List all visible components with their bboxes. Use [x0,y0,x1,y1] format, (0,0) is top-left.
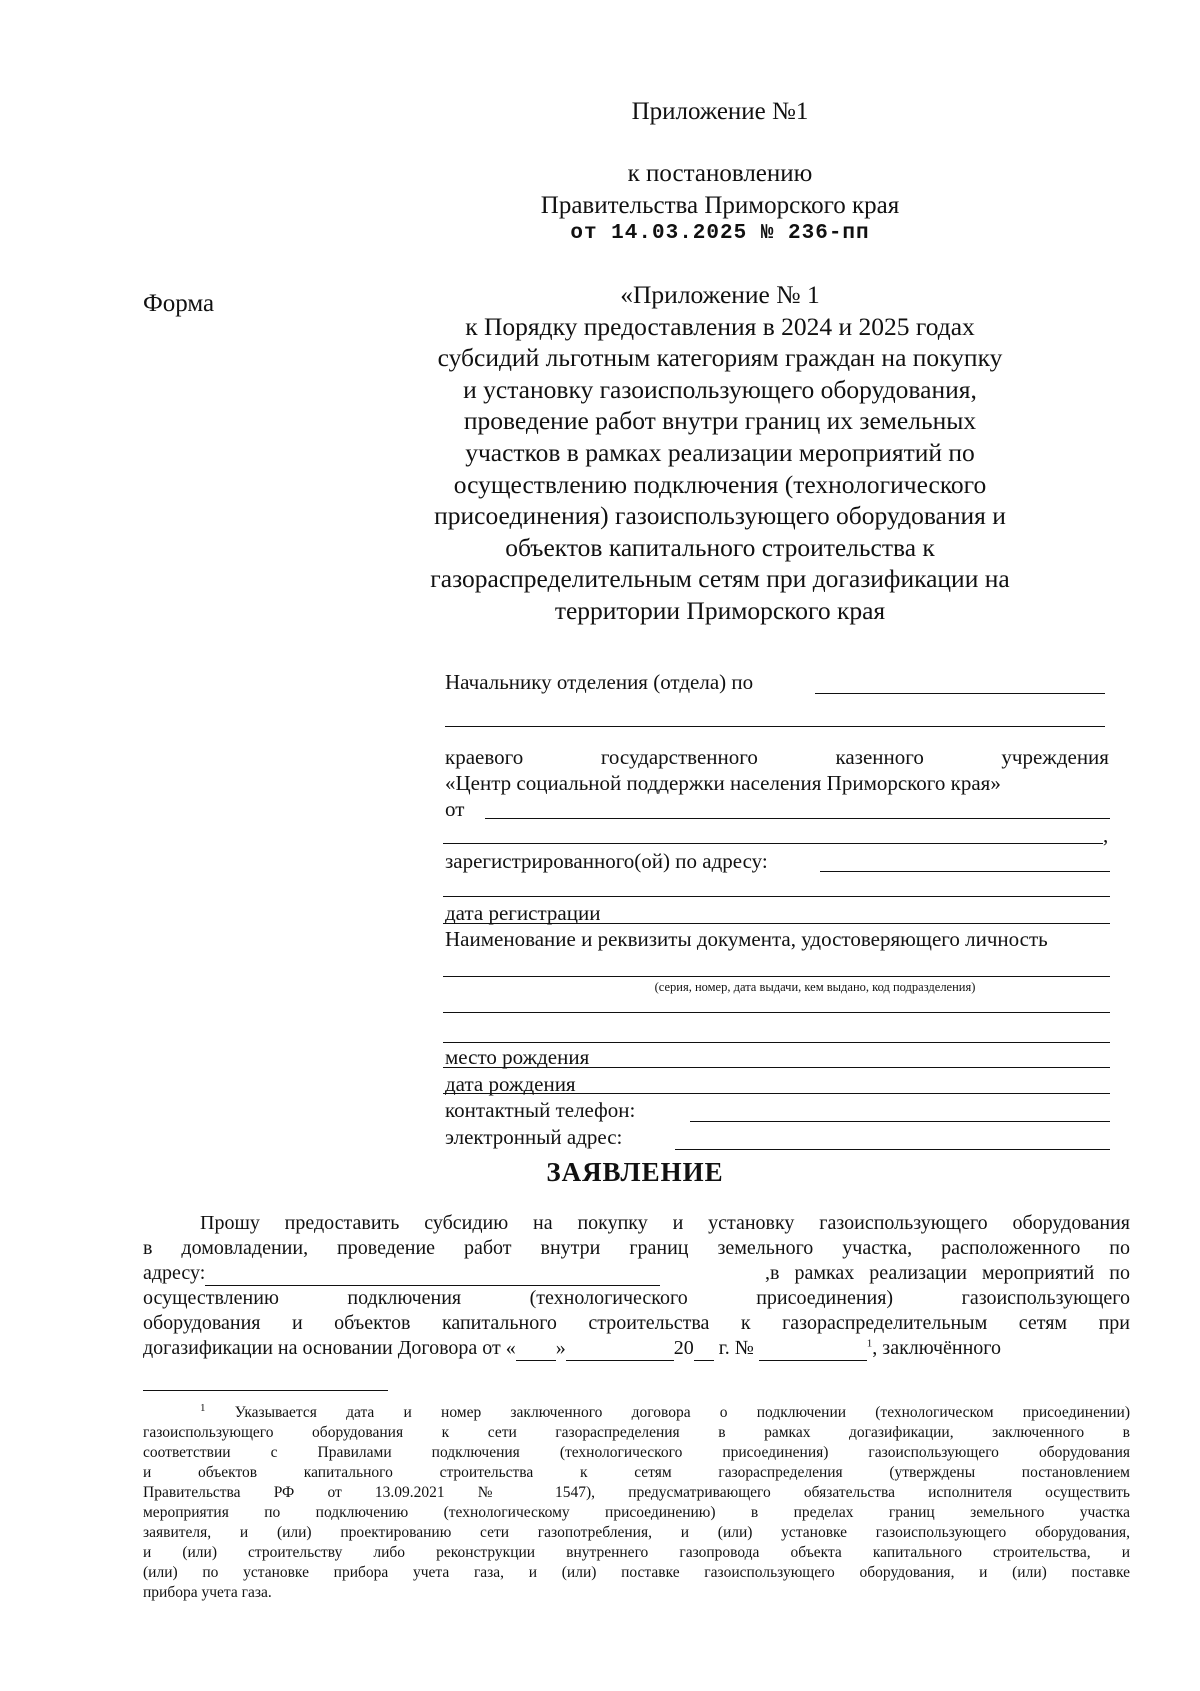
inner-appendix-line: осуществлению подключения (технологического [453,469,987,499]
decree-number: от 14.03.2025 № 236-пп [570,222,870,245]
property-address-field[interactable] [205,1264,660,1286]
statement-line: оборудования и объектов капитального строительства к газораспределительным сетям при [143,1312,1130,1334]
institution-word: краевого [445,745,524,769]
registered-address-field-2[interactable] [443,896,1110,897]
institution-word: казенного [835,745,924,769]
statement-line: в домовладении, проведение работ внутри границ земельного участка, расположенного по [143,1237,1130,1259]
statement-title: ЗАЯВЛЕНИЕ [546,1157,724,1187]
institution-word: учреждения [1001,745,1109,769]
id-document-hint: (серия, номер, дата выдачи, кем выдано, код подразделения) [654,980,976,994]
inner-appendix-line: участков в рамках реализации мероприятий по [465,437,975,467]
footnote-line: соответствии с Правилами подключения (технологического присоединения) газоиспользующего оборудования [143,1444,1130,1461]
phone-field[interactable] [690,1121,1110,1122]
contract-month-field[interactable] [566,1339,674,1361]
footnote-line: и объектов капитального строительства к сетям газораспределения (утверждены постановлением [143,1464,1130,1481]
registered-address-field[interactable] [820,871,1110,872]
id-document-field-2[interactable] [443,1012,1110,1013]
statement-line-address [143,1261,1130,1286]
contract-tail: , заключённого [872,1337,1001,1359]
footnote-line: прибора учета газа. [143,1584,272,1601]
address-label: адресу: [143,1262,206,1284]
inner-appendix-line: и установку газоиспользующего оборудования, [463,374,977,404]
footnote-marker: 1 [200,1401,206,1414]
to-decree-text: к постановлению [627,160,813,187]
inner-appendix-line: проведение работ внутри границ их земельных [463,406,977,436]
number-label: г. № [718,1337,754,1359]
id-document-label: Наименование и реквизиты документа, удостоверяющего личность [445,927,1048,951]
applicant-name-field-2[interactable] [443,843,1103,844]
inner-appendix-line: присоединения) газоиспользующего оборудования и [434,501,1006,531]
inner-appendix-line: газораспределительным сетям при догазификации на [430,564,1010,594]
appendix-title: Приложение №1 [631,98,809,125]
contract-day-field[interactable] [516,1339,556,1361]
email-label: электронный адрес: [445,1125,623,1149]
statement-line: осуществлению подключения (технологического присоединения) газоиспользующего [143,1287,1130,1309]
contract-label: догазификации на основании Договора от « [143,1337,516,1359]
registration-date-field[interactable] [443,923,1110,924]
applicant-name-field[interactable] [485,818,1110,819]
inner-appendix-line: к Порядку предоставления в 2024 и 2025 годах [465,311,975,341]
footnote-line: мероприятия по подключению (технологическому присоединению) в пределах границ земельного участка [143,1504,1130,1521]
birth-place-label: место рождения [445,1045,590,1069]
birth-date-field[interactable] [443,1093,1110,1094]
contract-number-field[interactable] [759,1339,867,1361]
registered-address-label: зарегистрированного(ой) по адресу: [445,849,768,873]
year-prefix: 20 [673,1337,694,1359]
to-head-field[interactable] [815,693,1105,694]
institution-word: государственного [600,745,758,769]
comma-mark: , [1103,823,1109,847]
footnote-line: $^1$ Указывается дата и номер заключенного договора о подключении (технологическом присоединении) [200,1401,1131,1421]
statement-line: Прошу предоставить субсидию на покупку и установку газоиспользующего оборудования [200,1212,1130,1234]
inner-appendix [420,279,1020,627]
inner-appendix-line: субсидий льготным категориям граждан на покупку [437,343,1003,373]
government-text: Правительства Приморского края [540,192,900,219]
footnote-line: заявителя, и (или) проектированию сети газопотребления, и (или) установке газоиспользующего оборудования, [143,1524,1130,1541]
to-head-label: Начальнику отделения (отдела) по [445,670,754,694]
footnote-line: и (или) строительству либо реконструкции внутреннего газопровода объекта капитального строительства, и [143,1544,1130,1561]
statement-line-tail: ,в рамках реализации мероприятий по [765,1262,1130,1284]
footnote-separator [143,1390,388,1391]
inner-appendix-line: «Приложение № 1 [620,280,820,309]
institution-name: «Центр социальной поддержки населения Приморского края» [445,771,1001,795]
form-label: Форма [143,290,215,317]
id-document-field-3[interactable] [443,1042,1110,1043]
footnote-line: (или) по установке прибора учета газа, и (или) поставке газоиспользующего оборудования, и (или) поставке [143,1564,1130,1581]
contract-year-field[interactable] [694,1339,714,1361]
birth-date-label: дата рождения [445,1072,576,1096]
footnote-line: газоиспользующего оборудования к сети газораспределения в рамках догазификации, заключенного в [143,1424,1130,1441]
quote-close: » [555,1337,566,1359]
birth-place-field[interactable] [443,1067,1110,1068]
inner-appendix-line: территории Приморского края [554,595,886,625]
id-document-field[interactable] [443,976,1110,977]
institution-type [445,744,1109,770]
department-field[interactable] [445,726,1105,727]
footnote-line: Правительства РФ от 13.09.2021 № 1547), предусматривающего обязательства исполнителя осуществить [143,1484,1130,1501]
footnote-ref: 1 [866,1337,873,1350]
registration-date-label: дата регистрации [445,901,601,925]
statement-line-contract [143,1336,1130,1361]
phone-label: контактный телефон: [445,1098,636,1122]
from-label: от [445,797,465,821]
email-field[interactable] [675,1149,1110,1150]
inner-appendix-line: объектов капитального строительства к [505,532,935,562]
